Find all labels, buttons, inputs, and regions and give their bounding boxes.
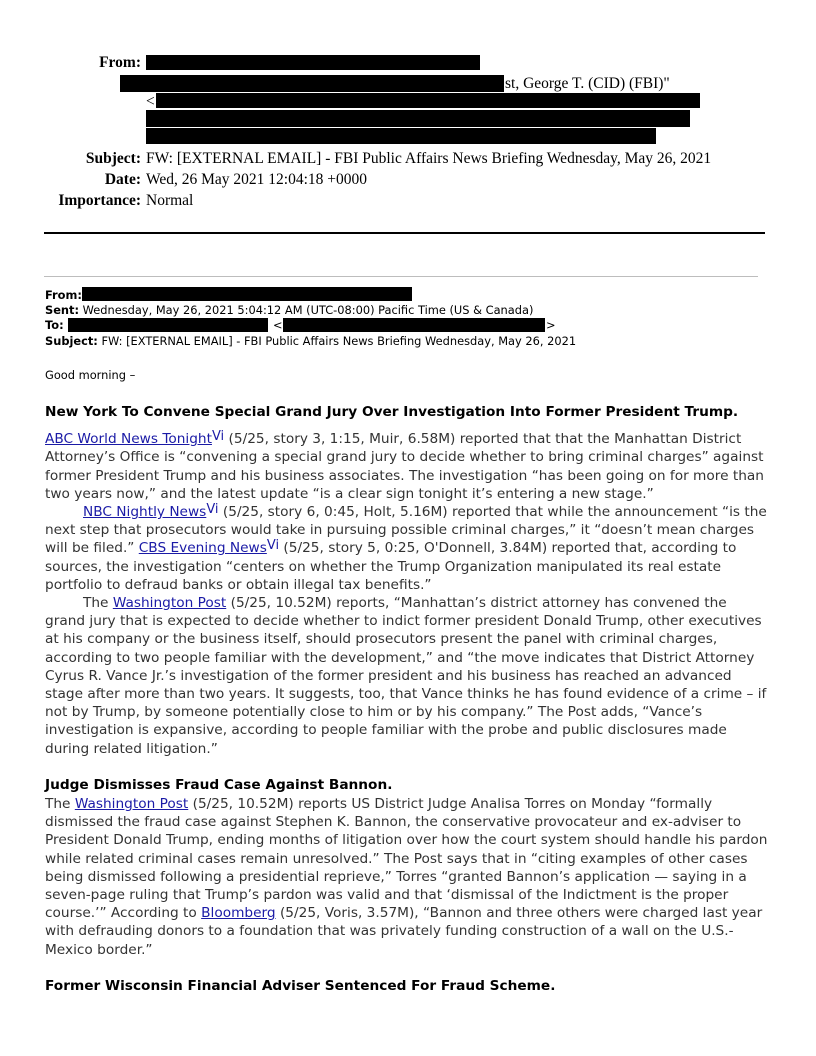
video-indicator[interactable]: Vi xyxy=(206,502,219,518)
header-importance-value: Normal xyxy=(146,192,194,209)
link-cbs-evening-news[interactable]: CBS Evening News xyxy=(138,540,267,557)
header-importance-label: Importance: xyxy=(58,192,141,209)
article-text: The xyxy=(45,796,75,813)
redaction-block xyxy=(156,93,700,108)
forward-subject-row xyxy=(45,334,576,349)
greeting: Good morning – xyxy=(45,368,136,382)
link-washington-post[interactable]: Washington Post xyxy=(112,595,227,612)
redaction-block xyxy=(120,75,504,92)
redaction-block xyxy=(283,318,545,332)
article-paragraph xyxy=(45,594,770,758)
forward-sent-value: Wednesday, May 26, 2021 5:04:12 AM (UTC-08:00) Pacific Time (US & Canada) xyxy=(82,303,534,317)
header-from-label: From: xyxy=(99,54,141,71)
header-from-email-open: < xyxy=(146,93,155,110)
forward-sent-row xyxy=(45,303,533,318)
forward-to-close: > xyxy=(546,318,556,332)
forward-to-row xyxy=(45,318,64,333)
forward-to-open: < xyxy=(273,318,283,332)
headline-grand-jury: New York To Convene Special Grand Jury Over Investigation Into Former President Trump. xyxy=(45,404,739,420)
article-text: (5/25, story 5, 0:25, O'Donnell, 3.84M) reported that, according to sources, the investigation “centers on whether the Trump Organization manipulated its real estate portfolio to defraud banks or obtain illegal tax benefits.” xyxy=(45,540,737,593)
redaction-block xyxy=(68,318,268,332)
redaction-block xyxy=(146,55,480,70)
article-text: (5/25, 10.52M) reports US District Judge Analisa Torres on Monday “formally dismissed the fraud case against Stephen K. Bannon, the conservative provocateur and ex-adviser to President Donald Trump, ending months of litigation over how the court system should handle his pardon while related criminal cases remain unresolved.” The Post says that in “citing examples of other cases being dismissed following a presidential reprieve,” Torres “granted Bannon’s application — saying in a seven-page ruling that Trump’s pardon was valid and that ‘dismissal of the Indictment is the proper course.’” According to xyxy=(45,796,768,922)
forward-sent-label: Sent: xyxy=(45,303,80,317)
article-text: (5/25, story 6, 0:45, Holt, 5.16M) reported that while the announcement “is the next step that prosecutors would take in pursuing possible criminal charges,” it “doesn’t mean charges will be filed.” xyxy=(45,504,767,557)
forward-subject-label: Subject: xyxy=(45,334,98,348)
header-subject-value: FW: [EXTERNAL EMAIL] - FBI Public Affairs News Briefing Wednesday, May 26, 2021 xyxy=(146,150,712,167)
video-indicator[interactable]: Vi xyxy=(266,538,280,554)
article-text: (5/25, 10.52M) reports, “Manhattan’s district attorney has convened the grand jury that is expected to decide whether to indict former president Donald Trump, other executives at his company or the business itself, should prosecutors present the panel with criminal charges, according to two people familiar with the development,” and “the move indicates that District Attorney Cyrus R. Vance Jr.’s investigation of the former president and his business has reached an advanced stage after more than two years. It suggests, too, that Vance thinks he has found evidence of a crime – if not by Trump, by someone potentially close to him or by his company.” The Post adds, “Vance’s investigation is expansive, according to people familiar with the probe and public disclosures made during related litigation.” xyxy=(45,595,767,757)
forward-to-label: To: xyxy=(45,318,64,332)
forward-from-row xyxy=(45,288,82,303)
link-washington-post[interactable]: Washington Post xyxy=(74,796,189,813)
link-abc-world-news-tonight[interactable]: ABC World News Tonight xyxy=(45,431,212,448)
forward-divider xyxy=(44,276,758,277)
article-paragraph xyxy=(45,430,770,503)
article-text: The xyxy=(83,595,113,612)
article-text: (5/25, Voris, 3.57M), “Bannon and three others were charged last year with defrauding donors to a foundation that was privately funding construction of a wall on the U.S.-Mexico border.” xyxy=(45,905,763,958)
article-text: (5/25, story 3, 1:15, Muir, 6.58M) reported that that the Manhattan District Attorney’s Office is “convening a special grand jury to decide whether to bring criminal charges” against former President Trump and his business associates. The investigation “has been going on for more than two years now,” and the latest update “is a clear sign tonight it’s entering a new stage.” xyxy=(45,431,764,502)
redaction-block xyxy=(146,110,690,127)
redaction-block xyxy=(146,128,656,144)
video-indicator[interactable]: Vi xyxy=(211,429,225,445)
link-nbc-nightly-news[interactable]: NBC Nightly News xyxy=(83,504,207,521)
headline-wisconsin-adviser: Former Wisconsin Financial Adviser Sentenced For Fraud Scheme. xyxy=(45,977,556,994)
briefing-body xyxy=(45,403,770,995)
link-bloomberg[interactable]: Bloomberg xyxy=(201,905,276,922)
header-date-label: Date: xyxy=(104,171,141,188)
article-paragraph xyxy=(45,503,770,594)
article-paragraph xyxy=(45,795,770,959)
header-from-name-fragment: st, George T. (CID) (FBI)" xyxy=(505,75,670,92)
forward-subject-value: FW: [EXTERNAL EMAIL] - FBI Public Affairs News Briefing Wednesday, May 26, 2021 xyxy=(101,334,577,348)
forward-from-label: From: xyxy=(45,288,82,302)
redaction-block xyxy=(82,287,412,301)
header-divider xyxy=(44,232,765,234)
header-date-value: Wed, 26 May 2021 12:04:18 +0000 xyxy=(146,171,368,188)
header-subject-label: Subject: xyxy=(85,150,141,167)
headline-bannon: Judge Dismisses Fraud Case Against Bannon. xyxy=(45,776,393,793)
